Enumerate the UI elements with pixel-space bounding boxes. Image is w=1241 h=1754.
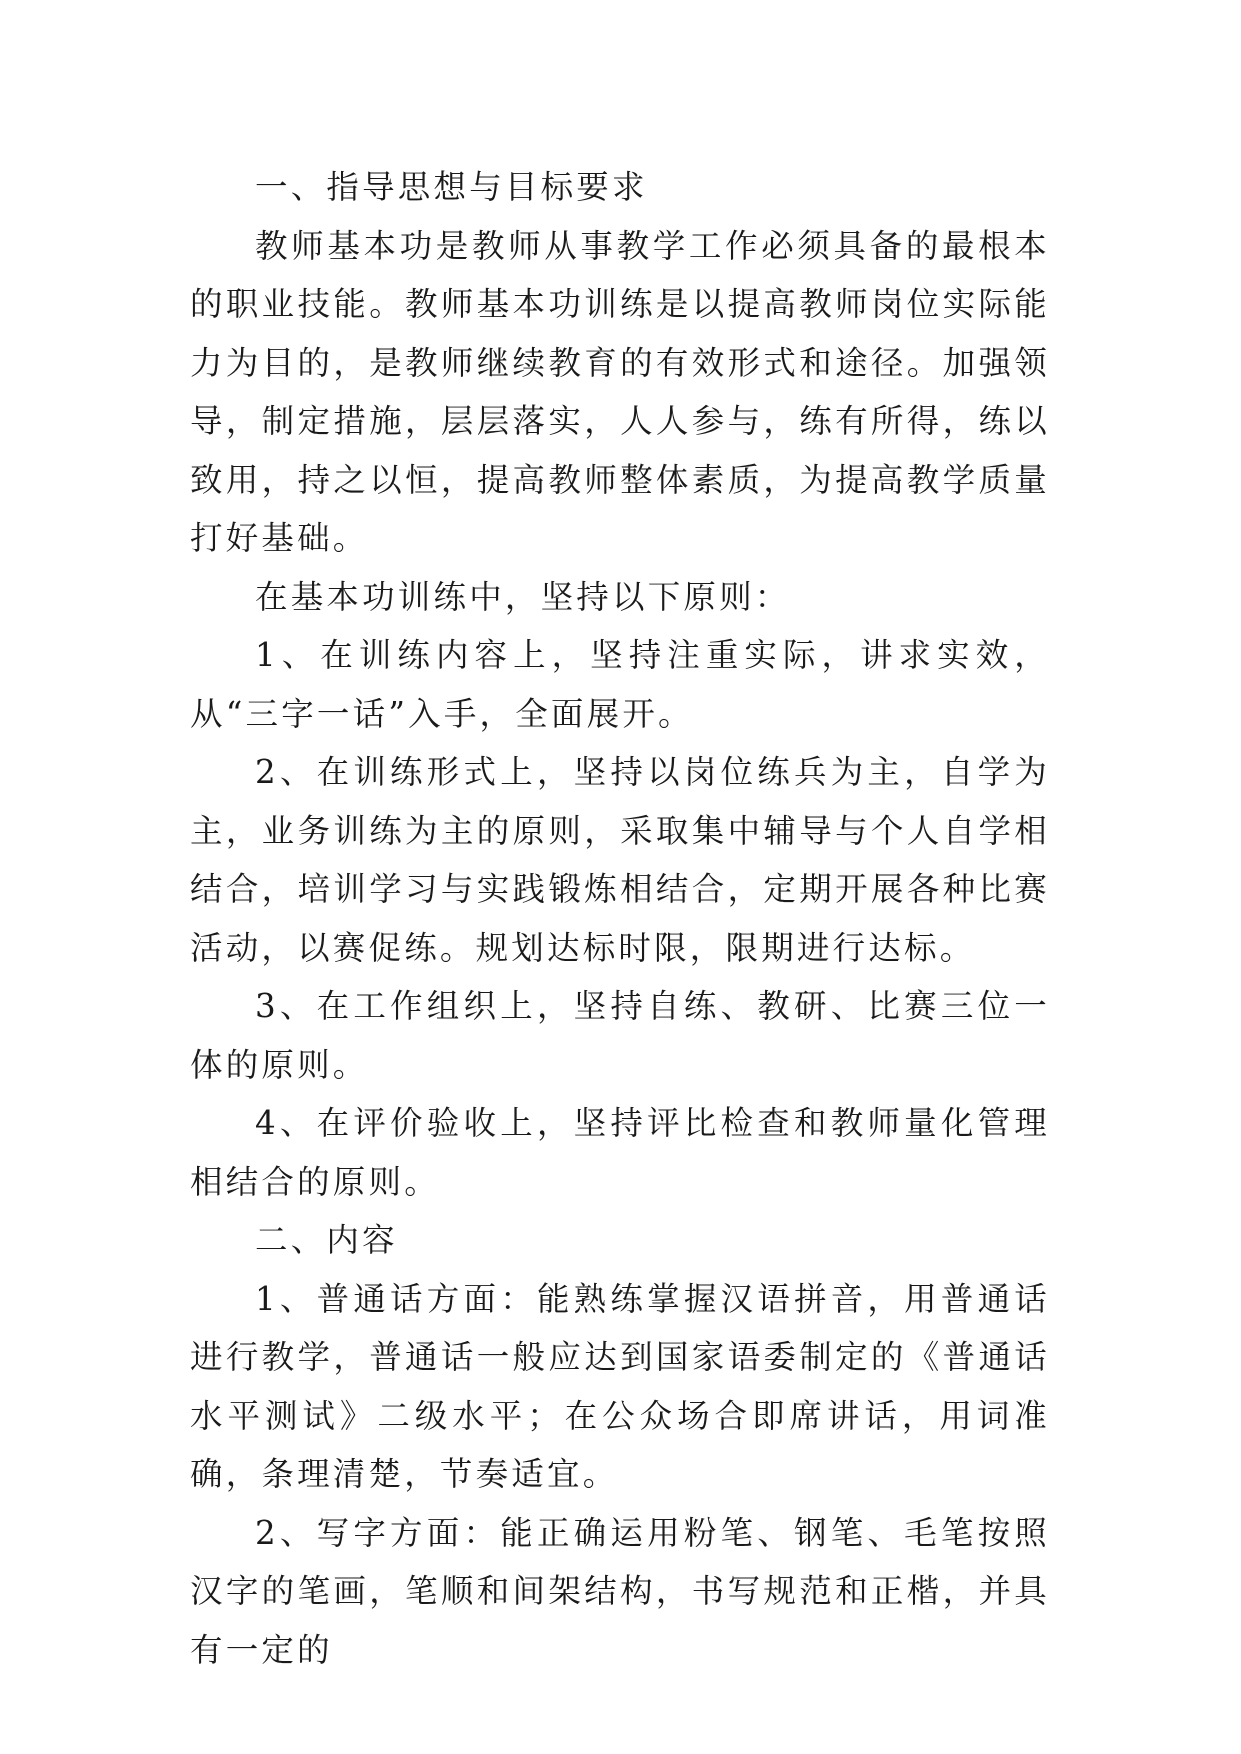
paragraph-content-mandarin: 1、普通话方面：能熟练掌握汉语拼音，用普通话进行教学，普通话一般应达到国家语委制定的《普通话水平测试》二级水平；在公众场合即席讲话，用词准确，条理清楚，节奏适宜。 — [190, 1279, 1050, 1493]
section-heading-content: 二、内容 — [255, 1221, 398, 1259]
paragraph-basic-skills-intro: 教师基本功是教师从事教学工作必须具备的最根本的职业技能。教师基本功训练是以提高教师岗位实际能力为目的，是教师继续教育的有效形式和途径。加强领导，制定措施，层层落实，人人参与，练有所得，练以致用，持之以恒，提高教师整体素质，为提高教学质量打好基础。 — [190, 226, 1050, 557]
paragraph-content-writing: 2、写字方面：能正确运用粉笔、钢笔、毛笔按照汉字的笔画，笔顺和间架结构，书写规范和正楷，并具有一定的 — [190, 1513, 1050, 1669]
paragraph-principle-3: 3、在工作组织上，坚持自练、教研、比赛三位一体的原则。 — [190, 987, 1050, 1084]
paragraph-principle-1: 1、在训练内容上，坚持注重实际，讲求实效，从“三字一话”入手，全面展开。 — [190, 636, 1050, 733]
section-heading-guiding-principles: 一、指导思想与目标要求 — [255, 168, 648, 206]
document-body — [190, 158, 1050, 1679]
paragraph-principle-4: 4、在评价验收上，坚持评比检查和教师量化管理相结合的原则。 — [190, 1104, 1050, 1201]
paragraph-principles-lead: 在基本功训练中，坚持以下原则： — [255, 577, 791, 616]
paragraph-principle-2: 2、在训练形式上，坚持以岗位练兵为主，自学为主，业务训练为主的原则，采取集中辅导与个人自学相结合，培训学习与实践锻炼相结合，定期开展各种比赛活动，以赛促练。规划达标时限，限期进行达标。 — [190, 753, 1050, 967]
